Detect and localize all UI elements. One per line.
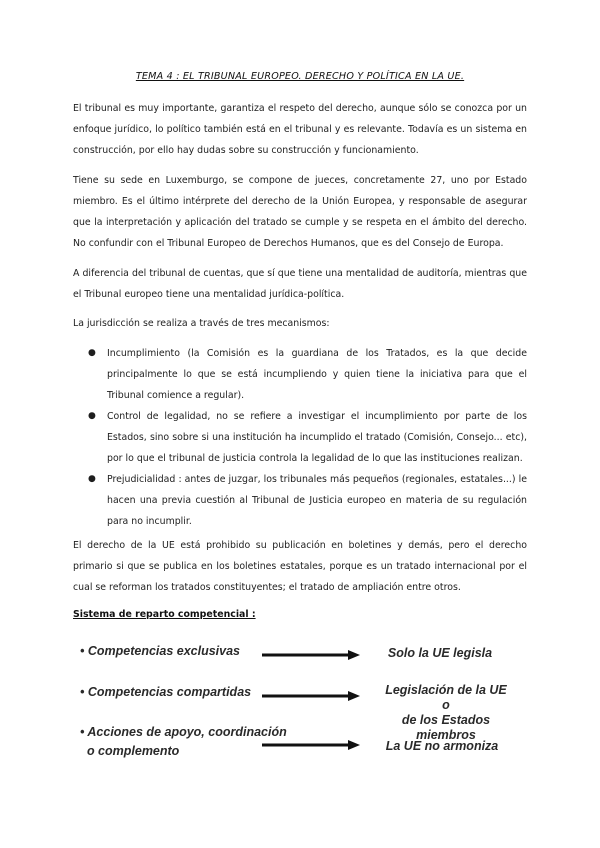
section-heading: Sistema de reparto competencial : [73, 609, 256, 620]
scheme-result-line: de los Estados [401, 713, 491, 727]
paragraph-publicacion: El derecho de la UE está prohibido su publicación en boletines y demás, pero el derecho primario si que se publica en los boletines estatales, porque es un tratado internacional por el cual se reforman los tratados constituyentes; el tratado de ampliación entre otros. [73, 540, 527, 593]
page-title: TEMA 4 : EL TRIBUNAL EUROPEO. DERECHO Y POLÍTICA EN LA UE. [135, 71, 465, 82]
list-item-text: Control de legalidad, no se refiere a investigar el incumplimiento por parte de los Estados, sino sobre si una institución ha incumplido el tratado (Comisión, Consejo... etc), por lo que el tribunal de justicia controla la legalidad de lo que las instituciones realizan. [107, 411, 527, 464]
arrow-icon [262, 648, 362, 662]
scheme-result-compartidas [380, 683, 512, 743]
scheme-result-line: Legislación de la UE o [385, 683, 507, 712]
scheme-left-acciones: • Acciones de apoyo, coordinación [80, 725, 287, 739]
scheme-left-compartidas: • Competencias compartidas [80, 685, 252, 699]
bullet-icon: ● [88, 474, 96, 484]
scheme-result-acciones: La UE no armoniza [385, 739, 499, 753]
arrow-icon [262, 738, 362, 752]
scheme-left-exclusivas: • Competencias exclusivas [80, 644, 241, 658]
paragraph-diferencia: A diferencia del tribunal de cuentas, que sí que tiene una mentalidad de auditoría, mientras que el Tribunal europeo tiene una mentalidad jurídica-política. [73, 268, 527, 300]
scheme-result-exclusivas: Solo la UE legisla [387, 646, 493, 660]
list-item-text: Incumplimiento (la Comisión es la guardiana de los Tratados, es la que decide principalmente lo que se está incumpliendo y quien tiene la iniciativa para que el Tribunal comience a regular). [107, 348, 527, 401]
bullet-icon: ● [88, 348, 96, 358]
scheme-left-acciones-line2: o complemento [80, 744, 180, 758]
arrow-icon [262, 689, 362, 703]
paragraph-sede: Tiene su sede en Luxemburgo, se compone de jueces, concretamente 27, uno por Estado miembro. Es el último intérprete del derecho de la Unión Europea, y responsable de asegurar que la interpretación y aplicación del tratado se cumple y se respeta en el ámbito del derecho. No confundir con el Tribunal Europeo de Derechos Humanos, que es del Consejo de Europa. [73, 175, 527, 249]
paragraph-intro: El tribunal es muy importante, garantiza el respeto del derecho, aunque sólo se conozca por un enfoque jurídico, lo político también está en el tribunal y es relevante. Todavía es un sistema en construcción, por ello hay dudas sobre su construcción y funcionamiento. [73, 103, 527, 156]
list-item-text: Prejudicialidad : antes de juzgar, los tribunales más pequeños (regionales, estatales...) le hacen una previa cuestión al Tribunal de Justicia europeo en materia de su regulación para no incumplir. [107, 474, 527, 527]
scheme-result-line: miembros [416, 728, 476, 742]
paragraph-jurisdiccion: La jurisdicción se realiza a través de tres mecanismos: [73, 318, 330, 329]
bullet-icon: ● [88, 411, 96, 421]
